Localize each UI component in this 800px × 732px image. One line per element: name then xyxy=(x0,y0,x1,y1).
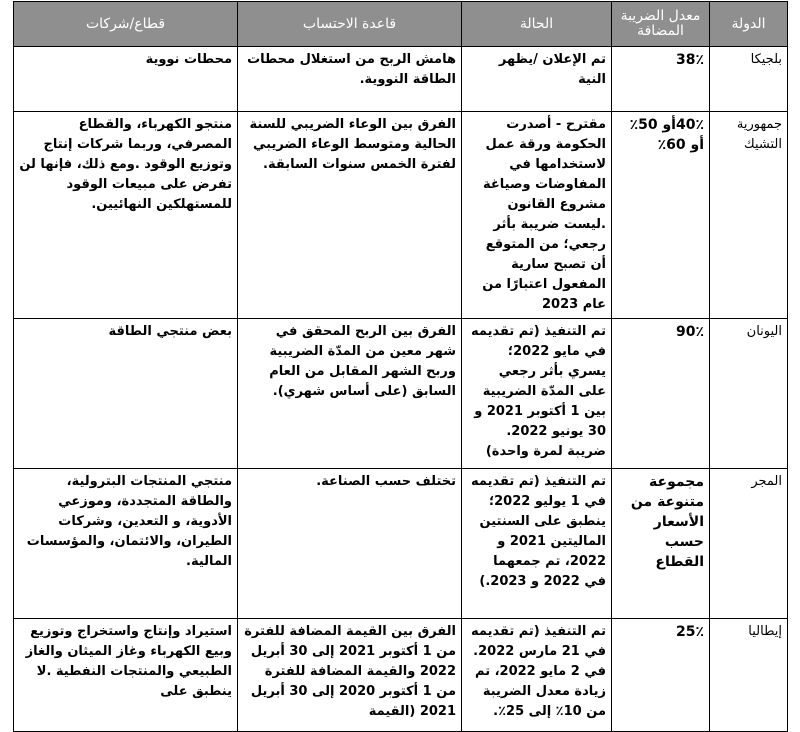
country-cell: بلجيكا xyxy=(710,47,788,112)
header-status: الحالة xyxy=(462,2,612,47)
basis-cell: الفرق بين القيمة المضافة للفترة من 1 أكتوبر 2021 إلى 30 أبريل 2022 والقيمة المضافة للفترة من 1 أكتوبر 2020 إلى 30 أبريل 2021 (القيمة xyxy=(238,619,462,732)
rate-cell: 38٪ xyxy=(612,47,710,112)
rate-cell: مجموعة متنوعة من الأسعار حسب القطاع xyxy=(612,469,710,619)
country-cell: جمهورية التشيك xyxy=(710,112,788,319)
basis-cell: الفرق بين الوعاء الضريبي للسنة الحالية ومتوسط الوعاء الضريبي لفترة الخمس سنوات السابقة. xyxy=(238,112,462,319)
sector-cell: بعض منتجي الطاقة xyxy=(14,319,238,469)
status-cell: تم التنفيذ (تم تقديمه في 1 يوليو 2022؛ ينطبق على السنتين الماليتين 2021 و 2022، تم جمعهما في 2022 و 2023.) xyxy=(462,469,612,619)
header-row xyxy=(14,2,788,47)
header-country: الدولة xyxy=(710,2,788,47)
basis-cell: تختلف حسب الصناعة. xyxy=(238,469,462,619)
status-cell: تم الإعلان /يظهر النية xyxy=(462,47,612,112)
basis-cell: هامش الربح من استغلال محطات الطاقة النووية. xyxy=(238,47,462,112)
basis-cell: الفرق بين الربح المحقق في شهر معين من المدّة الضريبية وربح الشهر المقابل من العام السابق (على أساس شهري). xyxy=(238,319,462,469)
sector-cell: استيراد وإنتاج واستخراج وتوزيع وبيع الكهرباء وغاز الميثان والغاز الطبيعي والمنتجات النفطية .لا ينطبق على xyxy=(14,619,238,732)
table-row xyxy=(14,112,788,319)
rate-cell: 90٪ xyxy=(612,319,710,469)
rate-cell: 40٪أو 50٪ أو 60٪ xyxy=(612,112,710,319)
table-row xyxy=(14,47,788,112)
sector-cell: محطات نووية xyxy=(14,47,238,112)
sector-cell: منتجي المنتجات البترولية، والطاقة المتجددة، وموزعي الأدوية، و التعدين، وشركات الطيران، والائتمان، والمؤسسات المالية. xyxy=(14,469,238,619)
header-sector: قطاع/شركات xyxy=(14,2,238,47)
table-row xyxy=(14,319,788,469)
windfall-tax-table xyxy=(13,1,788,732)
table-row xyxy=(14,469,788,619)
status-cell: مقترح - أصدرت الحكومة ورقة عمل لاستخدامها في المفاوضات وصياغة مشروع القانون .ليست ضريبة بأثر رجعي؛ من المتوقع أن تصبح سارية المفعول اعتبارًا من عام 2023 xyxy=(462,112,612,319)
country-cell: إيطاليا xyxy=(710,619,788,732)
rate-cell: 25٪ xyxy=(612,619,710,732)
header-basis: قاعدة الاحتساب xyxy=(238,2,462,47)
country-cell: المجر xyxy=(710,469,788,619)
sector-cell: منتجو الكهرباء، والقطاع المصرفي، وربما شركات إنتاج وتوزيع الوقود .ومع ذلك، فإنها لن تفرض على مبيعات الوقود للمستهلكين النهائيين. xyxy=(14,112,238,319)
table-row xyxy=(14,619,788,732)
status-cell: تم التنفيذ (تم تقديمه في 21 مارس 2022. في 2 مايو 2022، تم زيادة معدل الضريبة من 10٪ إلى 25٪. xyxy=(462,619,612,732)
header-rate: معدل الضريبة المضافة xyxy=(612,2,710,47)
country-cell: اليونان xyxy=(710,319,788,469)
status-cell: تم التنفيذ (تم تقديمه في مايو 2022؛ يسري بأثر رجعي على المدّة الضريبية بين 1 أكتوبر 2021 و 30 يونيو 2022. ضريبة لمرة واحدة) xyxy=(462,319,612,469)
